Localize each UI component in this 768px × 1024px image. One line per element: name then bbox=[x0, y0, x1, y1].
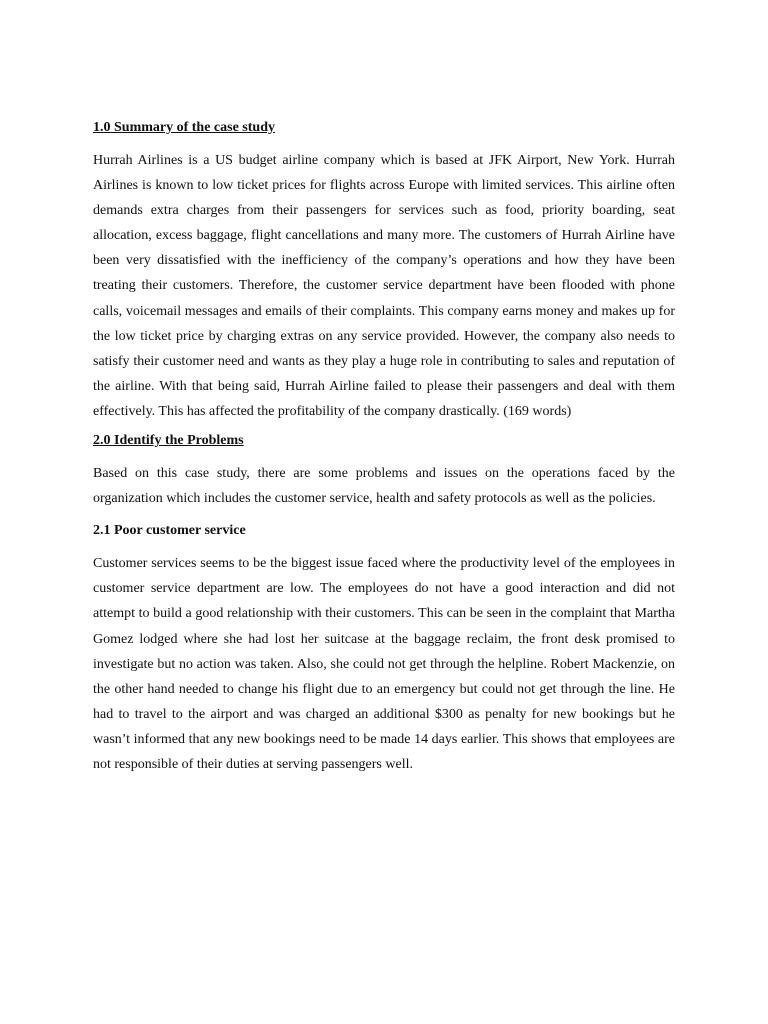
poor-customer-service-paragraph: Customer services seems to be the biggest issue faced where the productivity level of the employees in customer service department are low. The employees do not have a good interaction and did not attempt to build a good relationship with their customers. This can be seen in the complaint that Martha Gomez lodged where she had lost her suitcase at the baggage reclaim, the front desk promised to investigate but no action was taken. Also, she could not get through the helpline. Robert Mackenzie, on the other hand needed to change his flight due to an emergency but could not get through the line. He had to travel to the airport and was charged an additional $300 as penalty for new bookings but he wasn’t informed that any new bookings need to be made 14 days earlier. This shows that employees are not responsible of their duties at serving passengers well. bbox=[93, 556, 675, 772]
problems-paragraph: Based on this case study, there are some problems and issues on the operations faced by the organization which includes the customer service, health and safety protocols as well as the policies. bbox=[93, 466, 675, 507]
summary-paragraph: Hurrah Airlines is a US budget airline company which is based at JFK Airport, New York. Hurrah Airlines is known to low ticket prices for flights across Europe with limited services. This airline often demands extra charges from their passengers for services such as food, priority boarding, seat allocation, excess baggage, flight cancellations and many more. The customers of Hurrah Airline have been very dissatisfied with the inefficiency of the company’s operations and how they have been treating their customers. Therefore, the customer service department have been flooded with phone calls, voicemail messages and emails of their complaints. This company earns money and makes up for the low ticket price by charging extras on any service provided. However, the company also needs to satisfy their customer need and wants as they play a huge role in contributing to sales and reputation of the airline. With that being said, Hurrah Airline failed to please their passengers and deal with them effectively. This has affected the profitability of the company drastically. (169 words) bbox=[93, 153, 675, 419]
document-page bbox=[93, 118, 675, 777]
section-heading-problems: 2.0 Identify the Problems bbox=[93, 433, 244, 449]
section-heading-summary: 1.0 Summary of the case study bbox=[93, 120, 275, 135]
section-heading-poor-customer-service: 2.1 Poor customer service bbox=[93, 523, 246, 539]
